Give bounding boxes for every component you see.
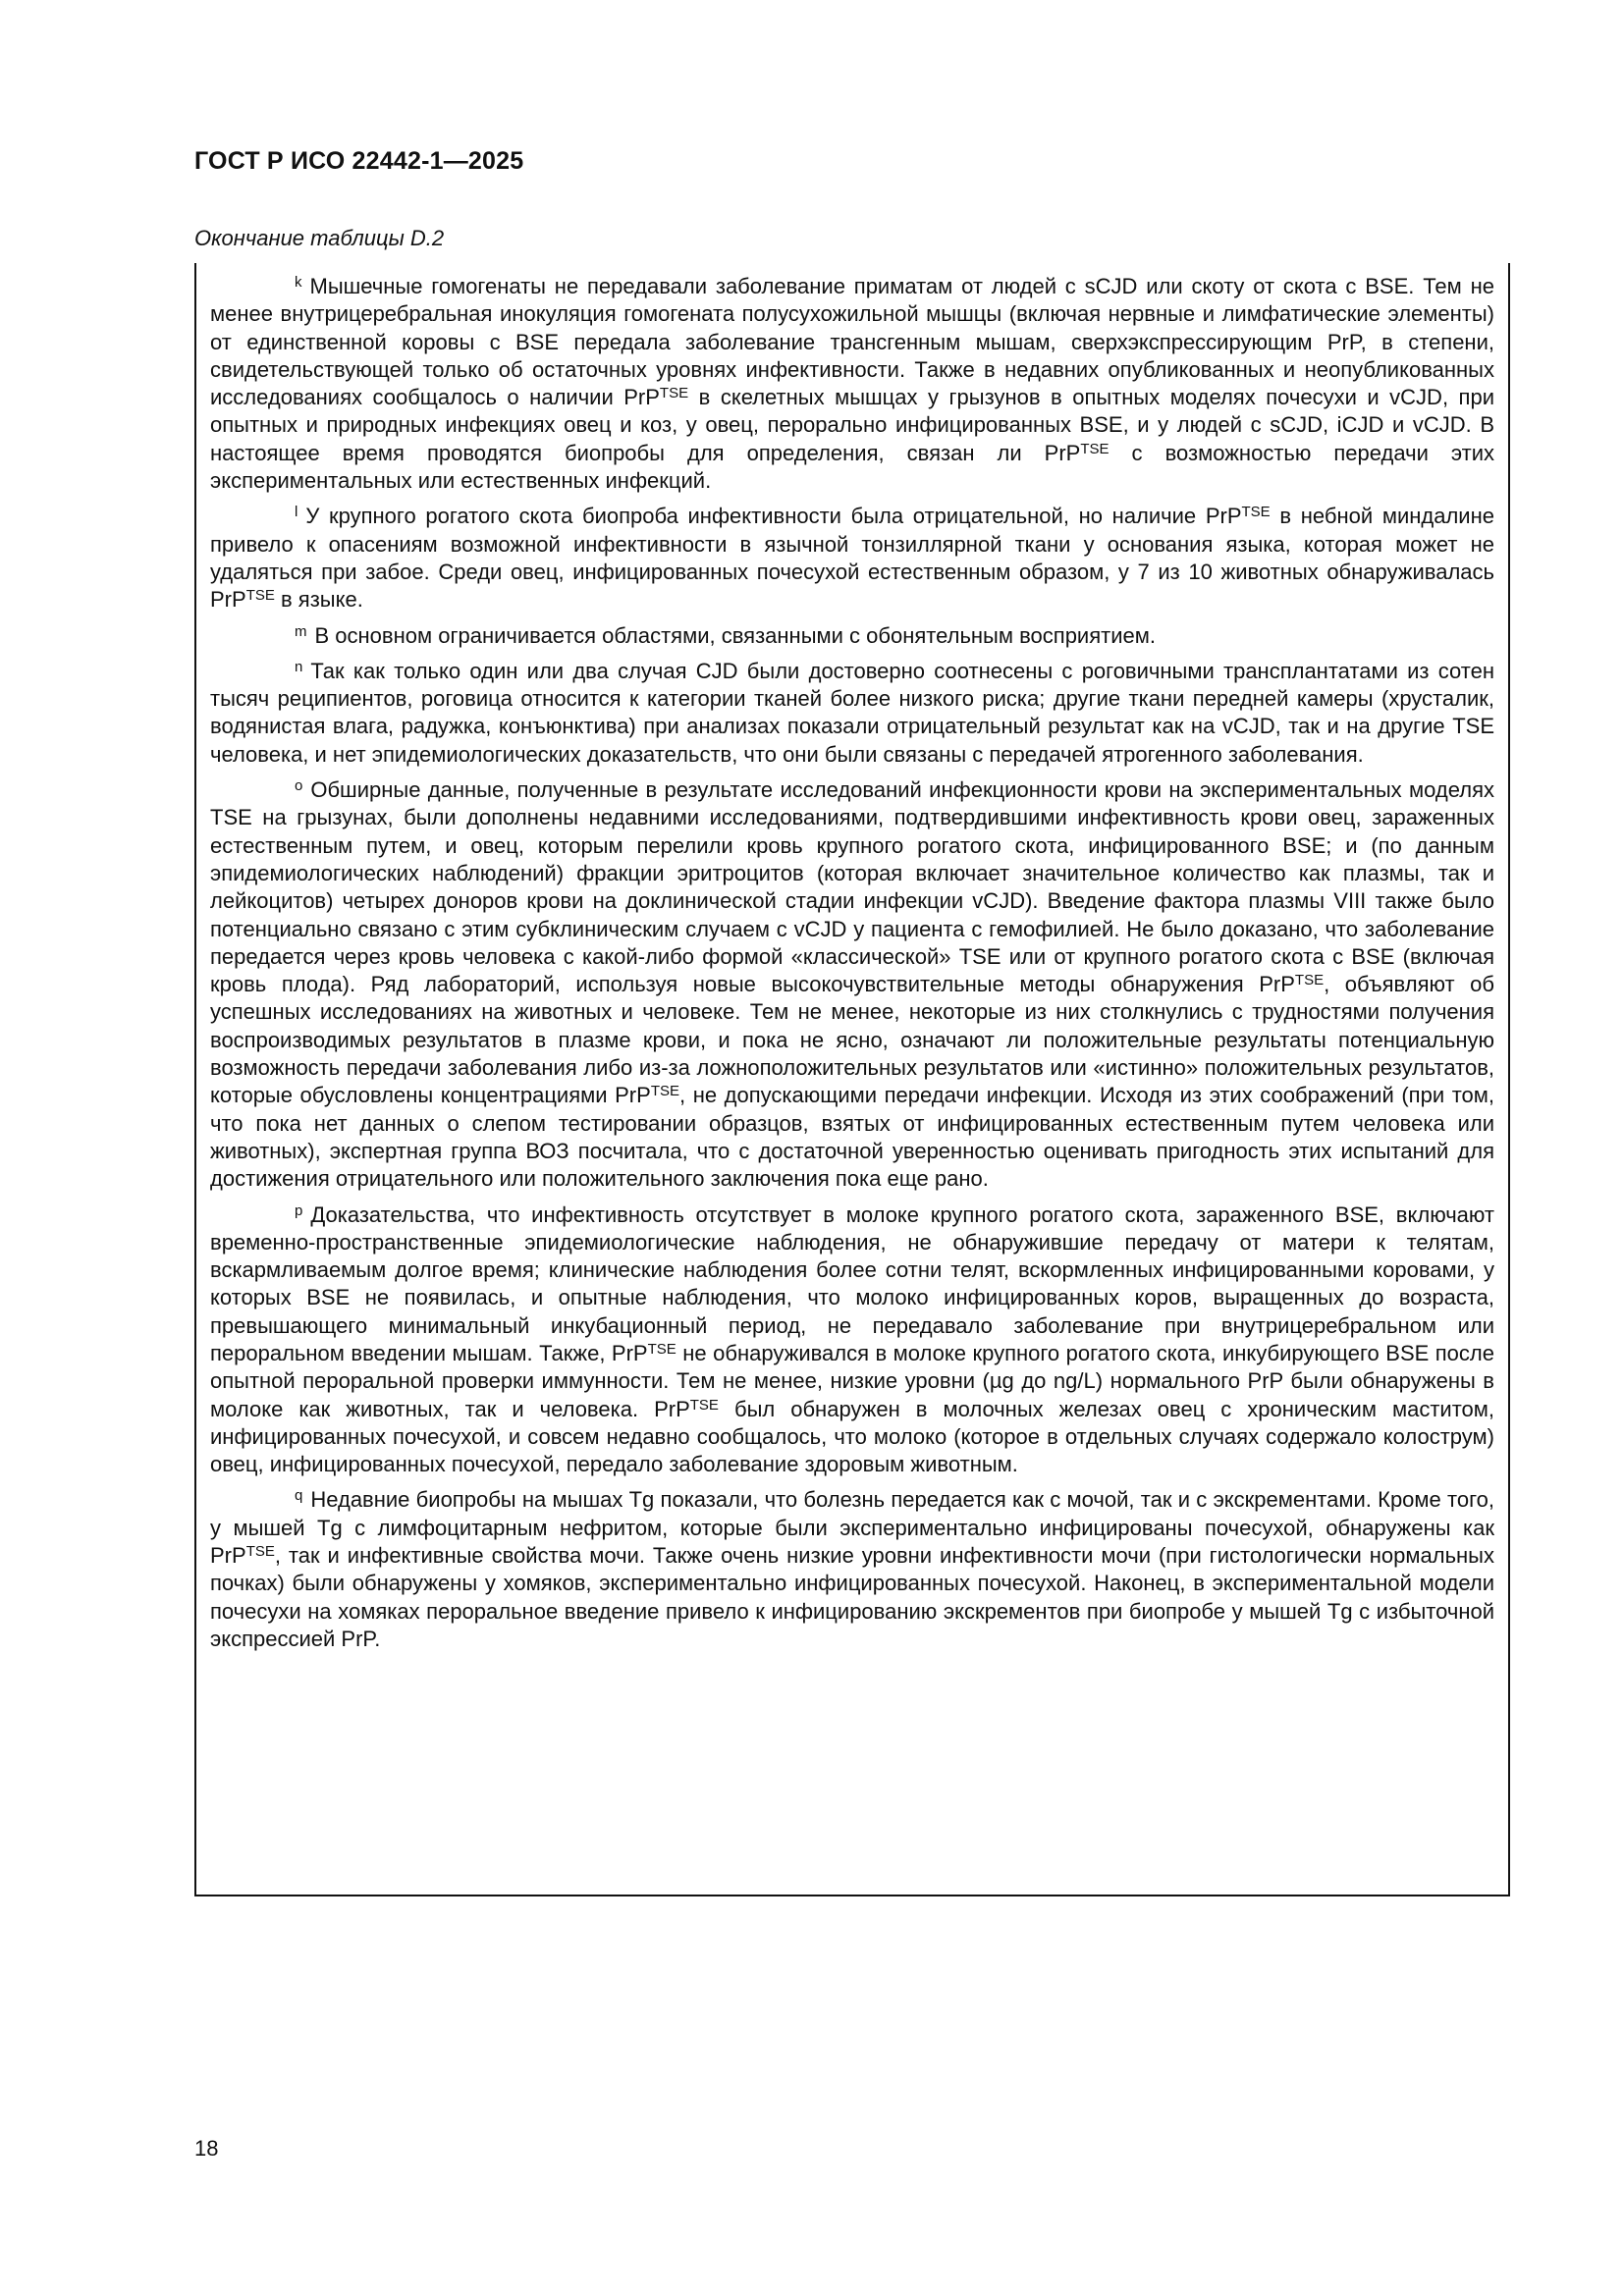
superscript-text: TSE xyxy=(1294,972,1325,989)
footnote-mark: n xyxy=(295,658,303,675)
footnote-text: Недавние биопробы на мышах Tg показали, что болезнь передается как с мочой, так и с экскрементами. Кроме того, у мышей Tg с лимфоцитарным нефритом, которые были экспериментально инфицированы почесухой, обнаружены как PrP xyxy=(210,1487,1494,1569)
footnote-mark: m xyxy=(295,622,307,640)
footnote-k xyxy=(210,273,1494,495)
footnote-text: в небной миндалине привело к опасениям возможной инфективности в язычной тонзиллярной ткани у основания языка, которая может не удаляться при забое. Среди овец, инфицированных почесухой естественным образом, у 7 из 10 животных обнаруживалась PrP xyxy=(210,504,1494,613)
footnote-text: , объявляют об успешных исследованиях на животных и человеке. Тем не менее, некоторые из них столкнулись с трудностями получения воспроизводимых результатов в плазме крови, и пока не ясно, означают ли положительные результаты потенциальную возможность передачи заболевания либо из-за ложноположительных результатов или «истинно» положительных результатов, которые обусловлены концентрациями PrP xyxy=(210,972,1495,1108)
footnote-l xyxy=(210,503,1494,614)
footnote-mark: p xyxy=(295,1201,303,1219)
footnote-n xyxy=(210,658,1494,769)
page-number: 18 xyxy=(194,2136,219,2161)
footnote-o xyxy=(210,776,1494,1193)
footnote-text: В основном ограничивается областями, связанными с обонятельным восприятием. xyxy=(314,622,1156,648)
footnote-q xyxy=(210,1486,1494,1653)
superscript-text: TSE xyxy=(650,1083,679,1100)
table-footnotes-box xyxy=(194,263,1510,1896)
footnote-text: в языке. xyxy=(274,587,363,613)
superscript-text: TSE xyxy=(659,385,689,402)
footnote-text: Доказательства, что инфективность отсутствует в молоке крупного рогатого скота, зараженного BSE, включают временно-пространственные эпидемиологические наблюдения, не обнаружившие передачу от матери к телятам, вскармливаемым долгое время; клинические наблюдения более сотни телят, вскормленных инфицированными коровами, у которых BSE не появилась, и опытные наблюдения, что молоко инфицированных коров, выращенных до возраста, превышающего минимальный инкубационный период, не передавало заболевание при внутрицеребральном или пероральном введении мышам. Также, PrP xyxy=(210,1201,1494,1365)
footnote-text: в скелетных мышцах у грызунов в опытных моделях почесухи и vCJD, при опытных и природных инфекциях овец и коз, у овец, перорально инфицированных BSE, и у людей с sCJD, iCJD и vCJD. В настоящее время проводятся биопробы для определения, связан ли PrP xyxy=(210,385,1494,465)
footnote-text: , не допускающими передачи инфекции. Исходя из этих соображений (при том, что пока нет данных о слепом тестировании образцов, взятых от инфицированных естественным путем человека или животных), экспертная группа ВОЗ посчитала, что с достаточной уверенностью оценивать пригодность этих испытаний для достижения отрицательного или положительного заключения пока еще рано. xyxy=(210,1083,1494,1192)
footnote-m xyxy=(210,622,1494,650)
footnote-mark: q xyxy=(295,1487,303,1505)
footnote-mark: o xyxy=(295,777,303,795)
superscript-text: TSE xyxy=(245,587,275,605)
footnote-text: не обнаруживался в молоке крупного рогатого скота, инкубирующего BSE после опытной пероральной проверки иммунности. Тем не менее, низкие уровни (µg до ng/L) нормального PrP были обнаружены в молоке как животных, так и человека. PrP xyxy=(210,1340,1494,1421)
superscript-text: TSE xyxy=(1241,504,1271,521)
footnote-mark: l xyxy=(295,504,298,521)
superscript-text: TSE xyxy=(689,1396,719,1414)
footnote-text: Так как только один или два случая CJD были достоверно соотнесены с роговичными трансплантатами из сотен тысяч реципиентов, роговица относится к категории тканей более низкого риска; другие ткани передней камеры (хрусталик, водянистая влага, радужка, конъюнктива) при анализах показали отрицательный результат как на vCJD, так и на другие TSE человека, и нет эпидемиологических доказательств, что они были связаны с передачей ятрогенного заболевания. xyxy=(210,658,1494,767)
superscript-text: TSE xyxy=(1080,440,1110,457)
superscript-text: TSE xyxy=(245,1543,275,1561)
footnote-p xyxy=(210,1201,1494,1479)
footnote-text: , так и инфективные свойства мочи. Также очень низкие уровни инфективности мочи (при гистологически нормальных почках) были обнаружены у хомяков, экспериментально инфицированных почесухой. Наконец, в экспериментальной модели почесухи на хомяках пероральное введение привело к инфицированию экскрементов при биопробе у мышей Tg с избыточной экспрессией PrP. xyxy=(210,1543,1494,1651)
footnote-mark: k xyxy=(295,274,302,291)
table-continuation-caption: Окончание таблицы D.2 xyxy=(194,226,445,250)
document-header: ГОСТ Р ИСО 22442-1—2025 xyxy=(194,147,524,175)
footnote-text: У крупного рогатого скота биопроба инфективности была отрицательной, но наличие PrP xyxy=(305,504,1242,529)
footnote-text: с возможностью передачи этих экспериментальных или естественных инфекций. xyxy=(210,440,1494,494)
footnote-text: был обнаружен в молочных железах овец с хроническим маститом, инфицированных почесухой, и совсем недавно сообщалось, что молоко (которое в отдельных случаях содержало колострум) овец, инфицированных почесухой, передало заболевание здоровым животным. xyxy=(210,1396,1494,1477)
superscript-text: TSE xyxy=(647,1340,677,1358)
footnote-text: Мышечные гомогенаты не передавали заболевание приматам от людей с sCJD или скоту от скота с BSE. Тем не менее внутрицеребральная инокуляция гомогената полусухожильной мышцы (включая нервные и лимфатические элементы) от единственной коровы с BSE передала заболевание трансгенным мышам, сверхэкспрессирующим PrP, в степени, свидетельствующей только об остаточных уровнях инфективности. Также в недавних опубликованных и неопубликованных исследованиях сообщалось о наличии PrP xyxy=(210,274,1494,410)
footnote-text: Обширные данные, полученные в результате исследований инфекционности крови на экспериментальных моделях TSE на грызунах, были дополнены недавними исследованиями, подтвердившими инфективность крови овец, зараженных естественным путем, и овец, которым перелили кровь крупного рогатого скота, инфицированного BSE; и (по данным эпидемиологических наблюдений) фракции эритроцитов (которая включает значительное количество как плазмы, так и лейкоцитов) четырех доноров крови на доклинической стадии инфекции vCJD). Введение фактора плазмы VIII также было потенциально связано с этим субклиническим случаем с vCJD у пациента с гемофилией. Не было доказано, что заболевание передается через кровь человека с какой-либо формой «классической» TSE или от крупного рогатого скота с BSE (включая кровь плода). Ряд лабораторий, используя новые высокочувствительные методы обнаружения PrP xyxy=(210,777,1494,997)
